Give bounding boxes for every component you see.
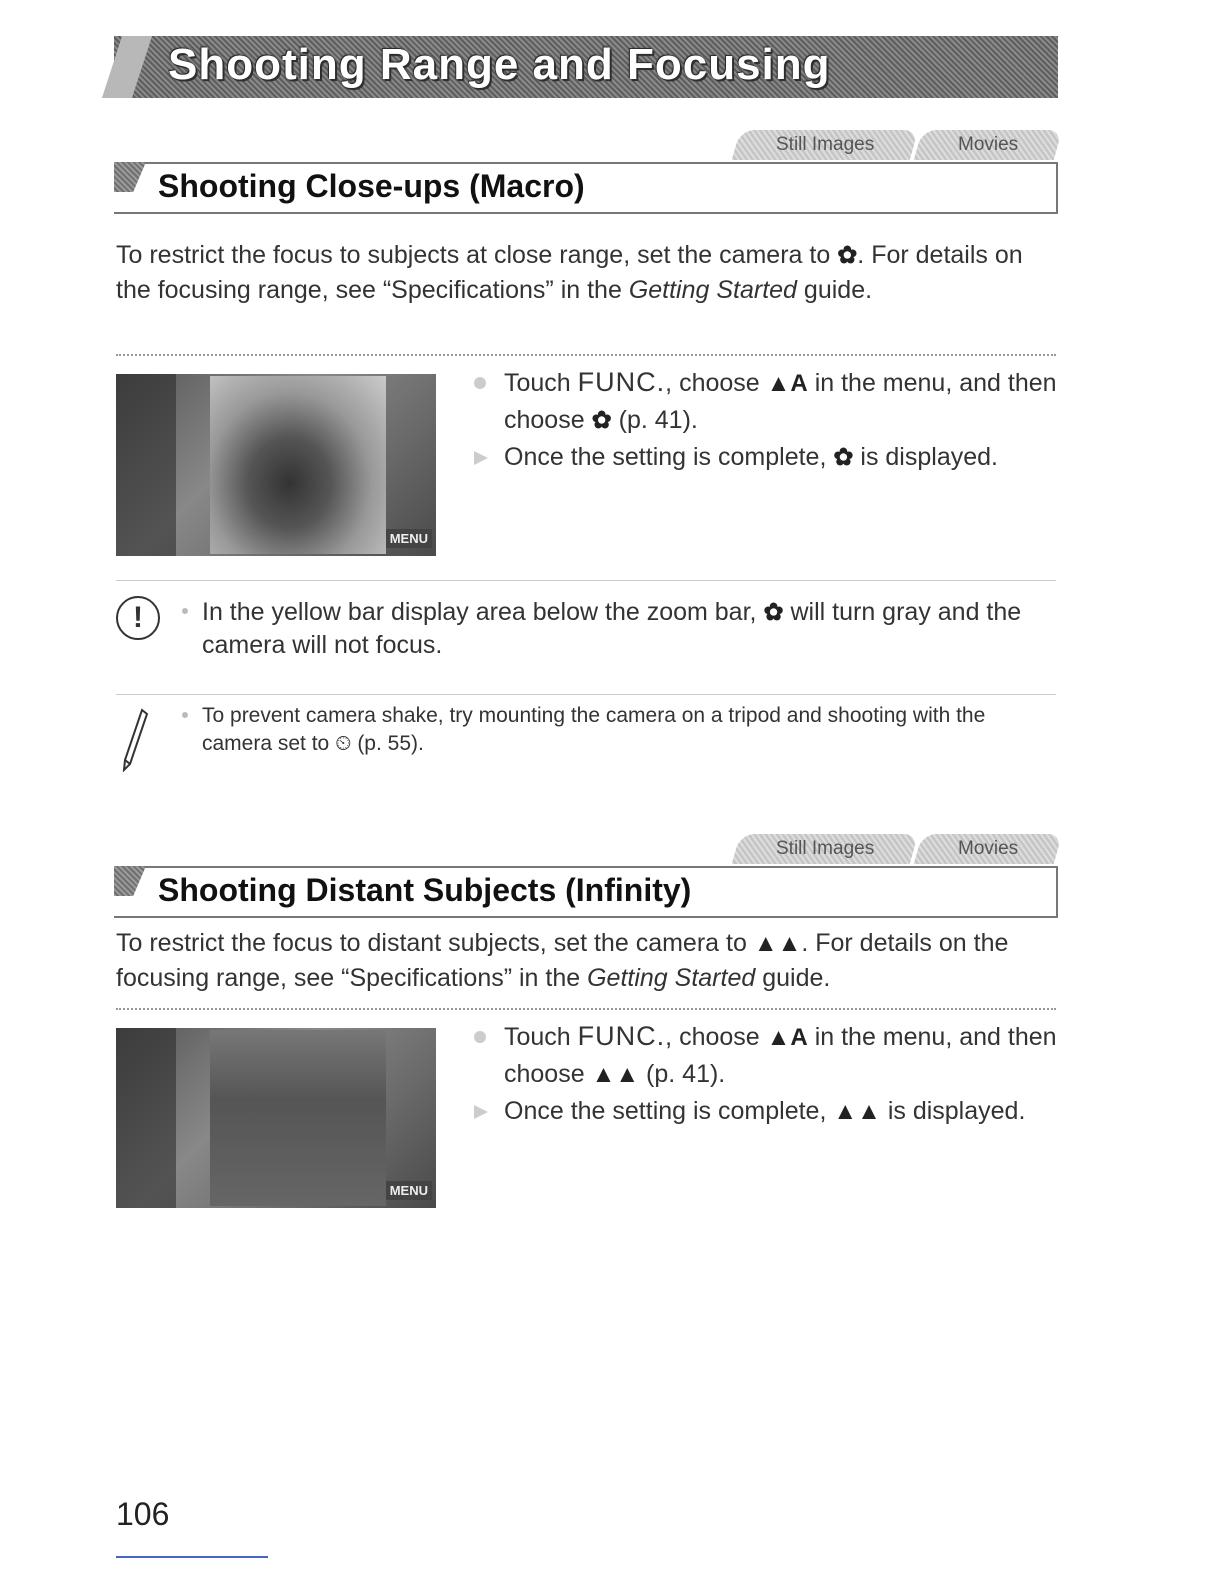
mode-tabs: [732, 130, 1058, 160]
macro-icon: ✿: [763, 599, 784, 626]
self-timer-icon: ⏲: [335, 732, 352, 755]
focus-range-icon: ▲A: [766, 370, 808, 397]
macro-icon: ✿: [837, 242, 858, 269]
step-bullet-icon: [474, 1031, 486, 1043]
macro-steps: [474, 364, 1064, 476]
bullet-icon: [182, 608, 188, 614]
step-bullet-icon: [474, 377, 486, 389]
section-mark: [114, 866, 146, 896]
section-title-infinity: Shooting Distant Subjects (Infinity): [158, 872, 692, 908]
macro-icon: ✿: [833, 444, 854, 471]
infinity-icon: ▲▲: [591, 1061, 640, 1088]
pencil-icon: [122, 708, 148, 772]
step-2: Once the setting is complete, ▲▲ is displayed.: [474, 1093, 1064, 1130]
camera-screen-macro: [116, 374, 436, 556]
infinity-icon: ▲▲: [833, 1098, 881, 1125]
func-label: FUNC.: [577, 367, 666, 397]
tab-still-images: Still Images: [731, 130, 918, 160]
section-header-infinity: [114, 866, 1058, 918]
result-arrow-icon: [474, 451, 488, 465]
step-2: Once the setting is complete, ✿ is displayed.: [474, 439, 1064, 476]
caution-box: [116, 596, 1056, 659]
banner-decoration: [102, 36, 152, 98]
step-1: Touch FUNC., choose ▲A in the menu, and then choose ✿ (p. 41).: [474, 364, 1064, 439]
bullet-icon: [182, 712, 188, 718]
macro-intro: To restrict the focus to subjects at close range, set the camera to ✿. For details on the focusing range, see “Specifications” in the Getting Started guide.: [116, 241, 1023, 304]
screen-sidebar: [116, 1028, 176, 1208]
screen-sidebar: [116, 374, 176, 556]
tab-movies: Movies: [914, 834, 1063, 864]
divider: [116, 694, 1056, 695]
caution-icon: !: [116, 596, 160, 640]
focus-range-icon: ▲A: [766, 1024, 808, 1051]
section-header-macro: [114, 162, 1058, 214]
section-title-macro: Shooting Close-ups (Macro): [158, 168, 585, 204]
screen-preview: [210, 1030, 386, 1206]
func-label: FUNC.: [577, 1021, 666, 1051]
chapter-title: Shooting Range and Focusing: [168, 40, 831, 89]
result-arrow-icon: [474, 1105, 488, 1119]
infinity-steps: [474, 1018, 1064, 1130]
step-1: Touch FUNC., choose ▲A in the menu, and then choose ▲▲ (p. 41).: [474, 1018, 1064, 1093]
divider: [116, 354, 1056, 356]
chapter-banner: [114, 36, 1058, 98]
camera-screen-infinity: [116, 1028, 436, 1208]
macro-icon: ✿: [591, 407, 612, 434]
note-text: To prevent camera shake, try mounting the camera on a tripod and shooting with the camera set to ⏲ (p. 55).: [202, 704, 986, 755]
menu-button-label: MENU: [386, 529, 432, 548]
menu-button-label: MENU: [386, 1181, 432, 1200]
divider: [116, 1008, 1056, 1010]
caution-text: In the yellow bar display area below the zoom bar, ✿ will turn gray and the camera will not focus.: [202, 598, 1022, 659]
footer-line: [116, 1556, 268, 1558]
divider: [116, 580, 1056, 581]
screen-preview: [210, 376, 386, 554]
infinity-icon: ▲▲: [753, 930, 802, 957]
tab-movies: Movies: [914, 130, 1063, 160]
mode-tabs: [732, 834, 1058, 864]
page-number: 106: [116, 1496, 170, 1532]
infinity-intro: To restrict the focus to distant subjects, set the camera to ▲▲. For details on the focusing range, see “Specifications” in the Getting Started guide.: [116, 929, 1009, 992]
tab-still-images: Still Images: [731, 834, 918, 864]
section-mark: [114, 162, 146, 192]
note-box: [116, 702, 1056, 772]
